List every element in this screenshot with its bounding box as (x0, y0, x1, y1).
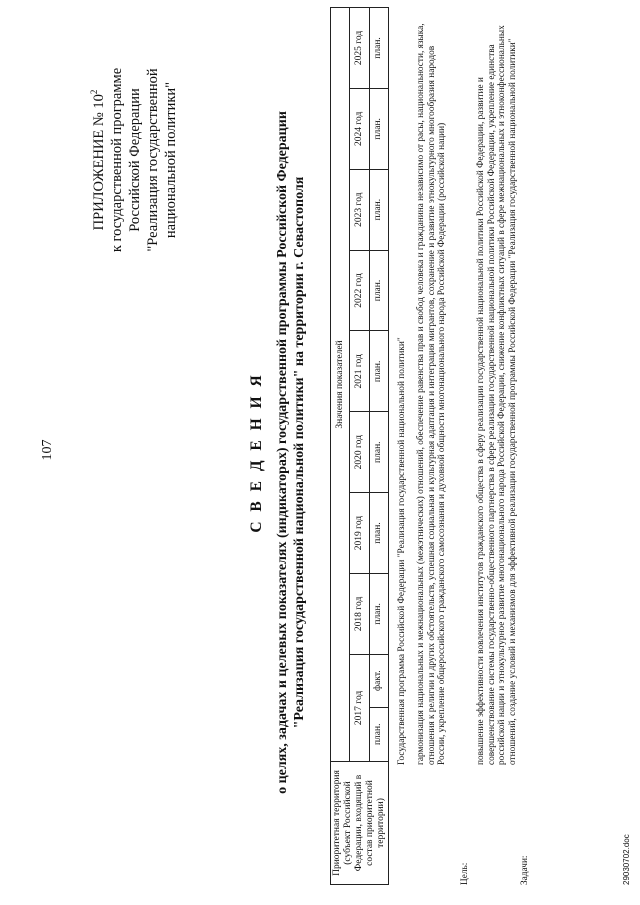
goals-label: Цель: (460, 862, 470, 885)
year-header: 2025 год (350, 8, 369, 89)
footer-filename: 29030702.doc (622, 834, 631, 885)
plan-header: план. (369, 331, 388, 412)
document-title: С В Е Д Е Н И Я (248, 372, 265, 533)
year-header: 2023 год (350, 169, 369, 250)
document-subtitle (274, 60, 308, 845)
plan-header: план. (369, 412, 388, 493)
tasks-label: Задачи: (520, 855, 530, 885)
indicators-table (330, 7, 389, 885)
fact-header: факт. (369, 654, 388, 707)
table-header-row-plan (369, 8, 388, 885)
program-title: Государственная программа Российской Федерации "Реализация государственной национальной политики" (397, 337, 407, 765)
appendix-line-1 (85, 20, 108, 300)
appendix-line-3: Российской Федерации (126, 88, 143, 232)
year-header: 2020 год (350, 412, 369, 493)
appendix-block (85, 20, 180, 300)
appendix-title: ПРИЛОЖЕНИЕ № 10 (90, 94, 107, 231)
table-header-row-1 (331, 8, 350, 885)
appendix-sup: 2 (89, 89, 99, 95)
plan-header: план. (369, 8, 388, 89)
plan-header: план. (369, 88, 388, 169)
year-header: 2019 год (350, 493, 369, 574)
plan-header: план. (369, 250, 388, 331)
goals-text: гармонизация национальных и межнациональных (межэтнических) отношений, обеспечение равенства прав и свобод человека и гражданина независимо от расы, национальности, языка, отношения к религии и других обстоятельств, успешная социальная и культурная адаптация и интеграция мигрантов, сохранение и развитие этнокультурного многообразия народов России, укрепление общероссийского гражданского самосознания и духовной общности многонационального народа Российской Федерации (российской нации) (416, 23, 448, 765)
plan-header: план. (369, 573, 388, 654)
subtitle-line-1: о целях, задачах и целевых показателях (индикаторах) государственной программы Российской Федерации (275, 111, 290, 794)
page-number: 107 (40, 439, 55, 461)
year-header: 2018 год (350, 573, 369, 654)
subtitle-line-2: "Реализация государственной национальной политики" на территории г. Севастополя (292, 176, 307, 729)
plan-header: план. (369, 493, 388, 574)
indicators-table-wrap (330, 7, 389, 885)
table-header-row-years (350, 8, 369, 885)
appendix-line-5: национальной политики" (162, 81, 179, 239)
year-header: 2024 год (350, 88, 369, 169)
year-header: 2017 год (350, 654, 369, 761)
tasks-text: повышение эффективности вовлечения институтов гражданского общества в сферу реализации государственной национальной политики Российской Федерации, развитие и совершенствование системы государственно-общественного партнерства в сфере реализации государственной национальной политики Российской Федерации, укрепление единства российской нации и этнокультурное развитие многонационального народа Российской Федерации, снижение конфликтных ситуаций в сфере межнациональных и этноконфессиональных отношений, создание условий и механизмов для эффективной реализации государственной программы Российской Федерации "Реализация государственной национальной политики" (476, 25, 518, 765)
year-header: 2022 год (350, 250, 369, 331)
values-header: Значения показателей (331, 8, 350, 762)
appendix-line-4: "Реализация государственной (144, 68, 161, 252)
territory-header: Приоритетная территория (субъект Российской Федерации, входящий в состав приоритетной территории) (331, 762, 389, 885)
goals-section (416, 15, 470, 885)
tasks-section (476, 15, 530, 885)
appendix-line-2: к государственной программе (108, 67, 125, 253)
plan-header: план. (369, 707, 388, 761)
year-header: 2021 год (350, 331, 369, 412)
plan-header: план. (369, 169, 388, 250)
